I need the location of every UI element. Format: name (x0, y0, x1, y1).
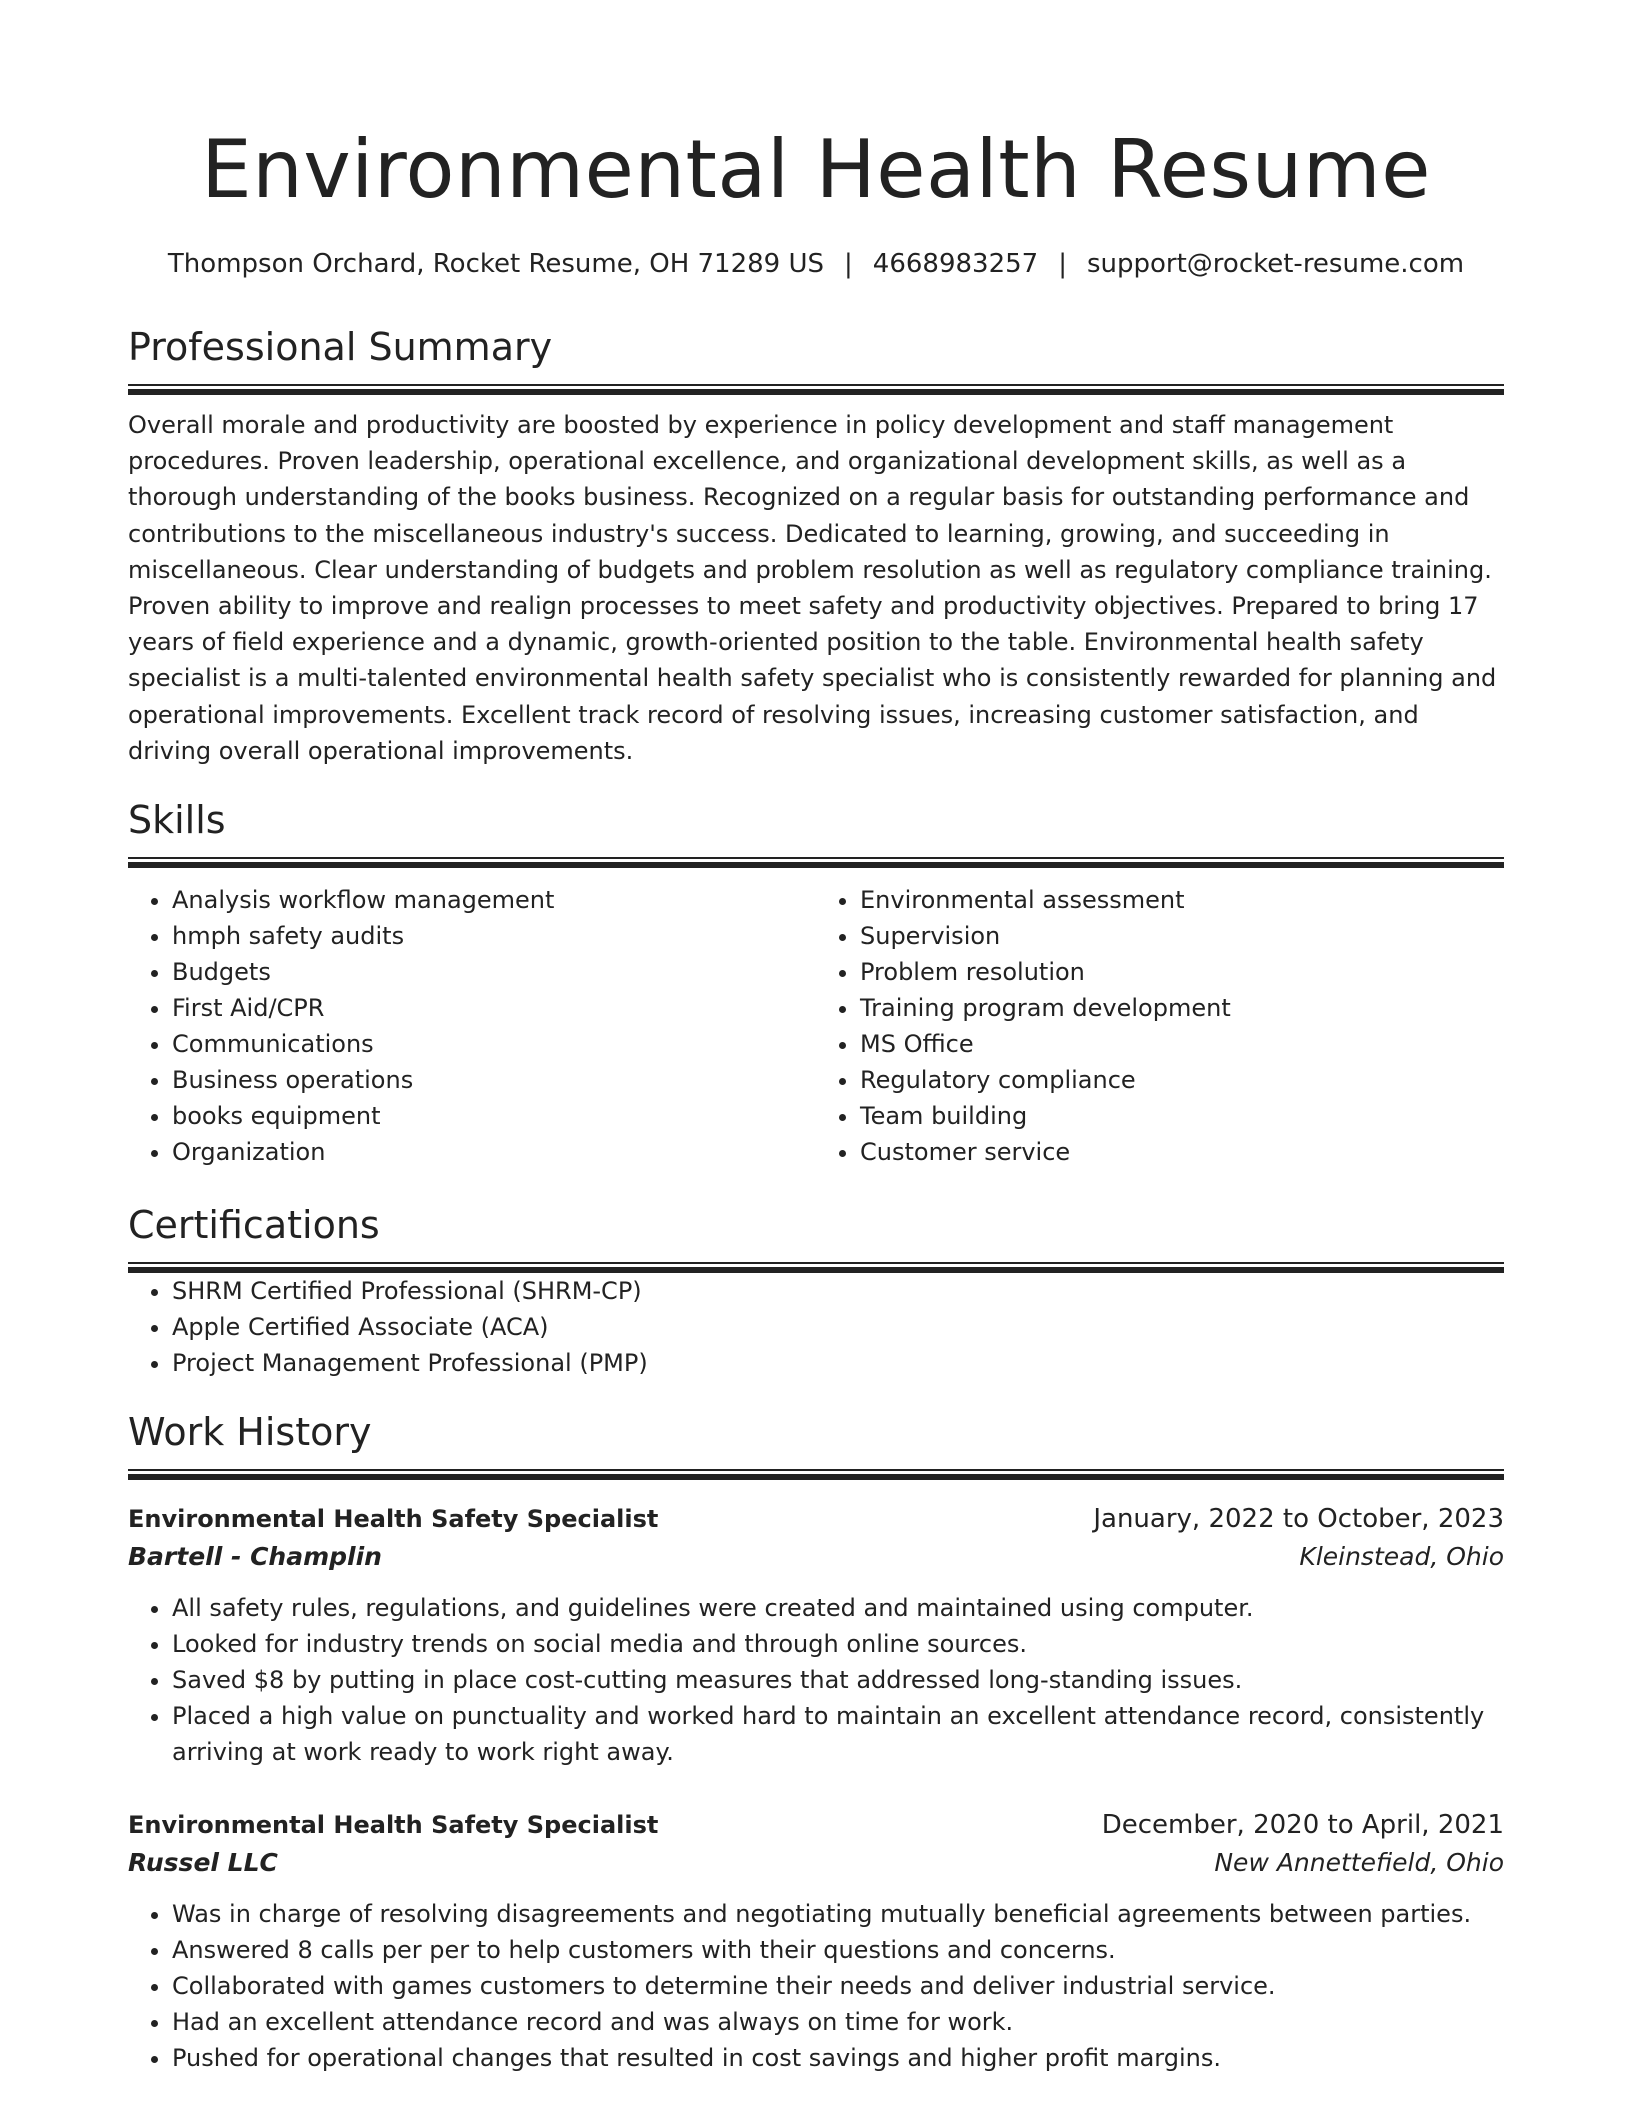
skill-item: • Regulatory compliance (860, 1062, 1504, 1098)
skill-item: • First Aid/CPR (172, 990, 816, 1026)
certification-item: • Apple Certified Associate (ACA) (172, 1309, 1504, 1345)
contact-address: Thompson Orchard, Rocket Resume, OH 71289 US (167, 249, 825, 279)
job-entry (128, 1500, 1504, 1770)
job-duty-item: • Placed a high value on punctuality and worked hard to maintain an excellent attendance record, consistently arriving at work ready to work right away. (172, 1698, 1504, 1770)
skill-item: • books equipment (172, 1098, 816, 1134)
skills-list-left (128, 882, 816, 1170)
skill-item: • Customer service (860, 1134, 1504, 1170)
skill-item: • Business operations (172, 1062, 816, 1098)
job-duty-item: • Had an excellent attendance record and was always on time for work. (172, 2004, 1504, 2040)
skill-item: • hmph safety audits (172, 918, 816, 954)
job-dates: January, 2022 to October, 2023 (1093, 1504, 1504, 1535)
certifications-list (128, 1273, 1504, 1381)
skill-item: • Budgets (172, 954, 816, 990)
summary-text: Overall morale and productivity are boosted by experience in policy development and staff management procedures. Proven leadership, operational excellence, and organizational development skills, as well as a thorough understanding of the books business. Recognized on a regular basis for outstanding performance and contributions to the miscellaneous industry's success. Dedicated to learning, growing, and succeeding in miscellaneous. Clear understanding of budgets and problem resolution as well as regulatory compliance training. Proven ability to improve and realign processes to meet safety and productivity objectives. Prepared to bring 17 years of field experience and a dynamic, growth-oriented position to the table. Environmental health safety specialist is a multi-talented environmental health safety specialist who is consistently rewarded for planning and operational improvements. Excellent track record of resolving issues, increasing customer satisfaction, and driving overall operational improvements. (128, 411, 1497, 765)
skill-item: • Training program development (860, 990, 1504, 1026)
skill-item: • Organization (172, 1134, 816, 1170)
summary-section (128, 324, 1504, 769)
skills-list-right (816, 882, 1504, 1170)
contact-line (128, 248, 1504, 280)
job-company-row (128, 1844, 1504, 1882)
job-duty-item: • Looked for industry trends on social media and through online sources. (172, 1626, 1504, 1662)
skills-columns (128, 882, 1504, 1170)
job-duty-item: • All safety rules, regulations, and guidelines were created and maintained using computer. (172, 1590, 1504, 1626)
work-history-section (128, 1409, 1504, 2076)
job-duty-item: • Saved $8 by putting in place cost-cutting measures that addressed long-standing issues. (172, 1662, 1504, 1698)
skill-item: • Environmental assessment (860, 882, 1504, 918)
job-header-row (128, 1500, 1504, 1538)
skills-heading: Skills (128, 798, 226, 843)
job-location: Kleinstead, Ohio (1299, 1542, 1504, 1572)
certifications-section (128, 1202, 1504, 1381)
job-entry (128, 1806, 1504, 2076)
skill-item: • Team building (860, 1098, 1504, 1134)
certifications-heading: Certifications (128, 1203, 380, 1248)
job-title: Environmental Health Safety Specialist (128, 1505, 659, 1534)
contact-phone: 4668983257 (872, 249, 1039, 279)
job-duty-item: • Collaborated with games customers to determine their needs and deliver industrial service. (172, 1968, 1504, 2004)
job-duty-item: • Pushed for operational changes that resulted in cost savings and higher profit margins. (172, 2040, 1504, 2076)
contact-email: support@rocket-resume.com (1086, 249, 1465, 279)
job-company: Bartell - Champlin (128, 1542, 382, 1572)
certification-item: • SHRM Certified Professional (SHRM-CP) (172, 1273, 1504, 1309)
job-dates: December, 2020 to April, 2021 (1101, 1810, 1504, 1841)
skills-section (128, 797, 1504, 1170)
contact-separator: | (1058, 249, 1067, 279)
section-divider (128, 1262, 1504, 1273)
section-divider (128, 1469, 1504, 1480)
skill-item: • MS Office (860, 1026, 1504, 1062)
summary-heading: Professional Summary (128, 325, 553, 369)
job-header-row (128, 1806, 1504, 1844)
job-duties-list (128, 1896, 1504, 2076)
job-company-row (128, 1538, 1504, 1576)
skill-item: • Problem resolution (860, 954, 1504, 990)
section-divider (128, 384, 1504, 395)
resume-title: Environmental Health Resume (201, 123, 1431, 216)
certification-item: • Project Management Professional (PMP) (172, 1345, 1504, 1381)
section-divider (128, 857, 1504, 868)
skill-item: • Communications (172, 1026, 816, 1062)
job-title: Environmental Health Safety Specialist (128, 1811, 659, 1840)
contact-separator: | (844, 249, 853, 279)
job-duties-list (128, 1590, 1504, 1770)
job-duty-item: • Answered 8 calls per per to help customers with their questions and concerns. (172, 1932, 1504, 1968)
job-duty-item: • Was in charge of resolving disagreements and negotiating mutually beneficial agreements between parties. (172, 1896, 1504, 1932)
skill-item: • Analysis workflow management (172, 882, 816, 918)
job-company: Russel LLC (128, 1848, 278, 1878)
job-location: New Annettefield, Ohio (1214, 1848, 1504, 1878)
skill-item: • Supervision (860, 918, 1504, 954)
work-history-heading: Work History (128, 1410, 372, 1455)
